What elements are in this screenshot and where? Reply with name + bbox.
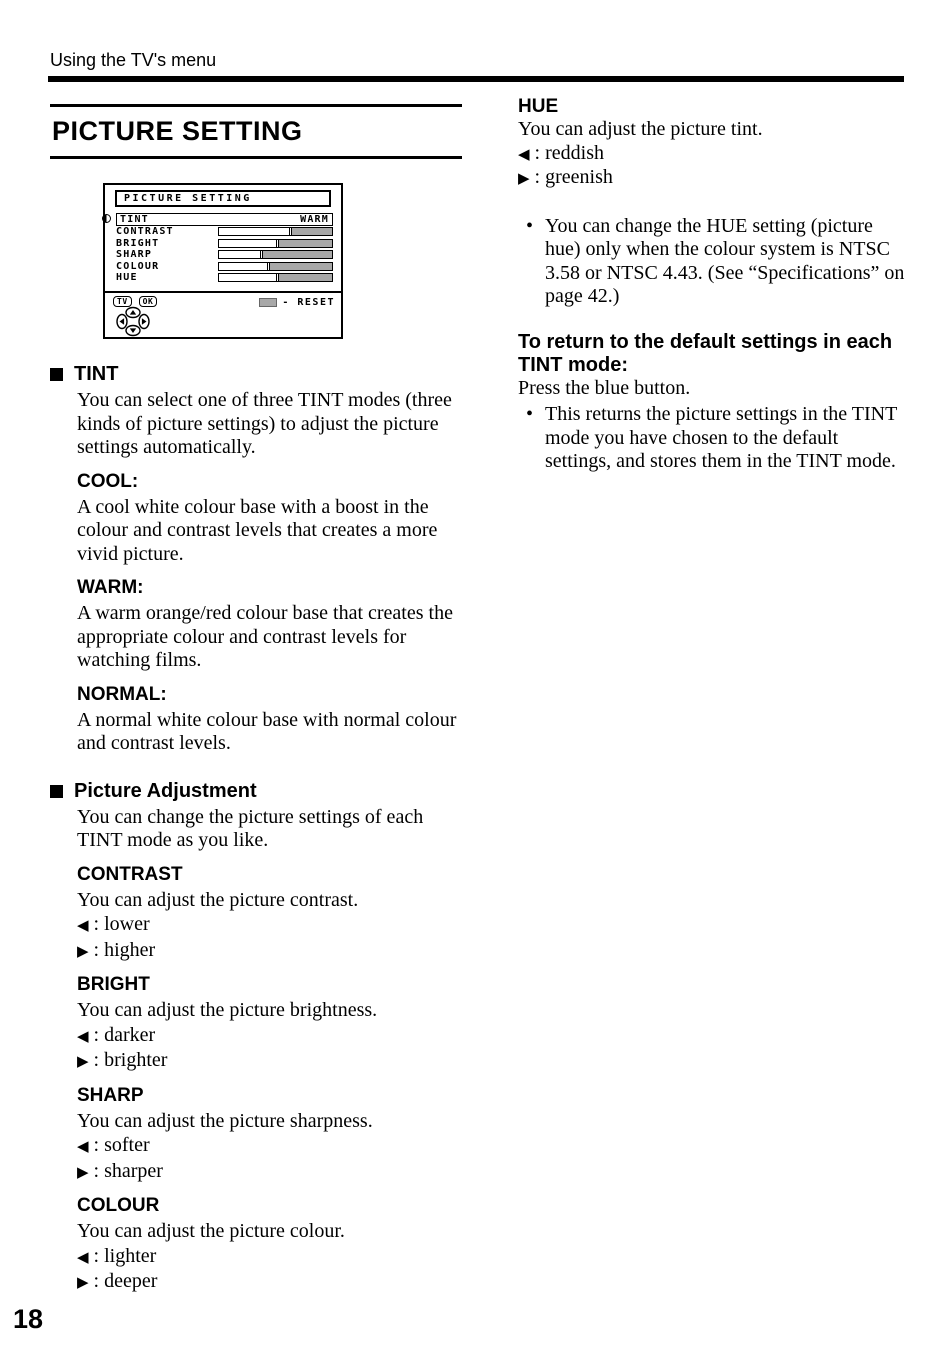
menu-row-contrast: [116, 226, 333, 238]
hue-inc: [518, 166, 908, 191]
tint-section: [50, 363, 462, 756]
warm-desc: A warm orange/red colour base that creates the appropriate colour and contrast levels for watching films.: [77, 602, 453, 671]
reset-note: [518, 403, 908, 474]
slider-marker: [276, 274, 279, 281]
slider-fill: [219, 228, 291, 235]
slider-marker: [267, 263, 270, 270]
bright-heading: BRIGHT: [77, 974, 150, 995]
slider-fill: [219, 251, 262, 258]
bright-dec-label: : darker: [93, 1023, 156, 1046]
picture-adjustment-section: [50, 780, 462, 1295]
normal-desc: A normal white colour base with normal colour and contrast levels.: [77, 708, 457, 754]
sharp-dec: [77, 1134, 462, 1159]
reset-heading: To return to the default settings in each TINT mode:: [518, 330, 893, 376]
bright-inc: [77, 1049, 462, 1074]
left-arrow-icon: ◀: [77, 916, 89, 934]
slider-label: CONTRAST: [116, 226, 174, 238]
slider-marker: [260, 251, 263, 258]
hue-dec-label: : reddish: [534, 141, 604, 164]
tv-button-icon: TV: [113, 296, 132, 307]
colour-inc-label: : deeper: [93, 1270, 158, 1292]
contrast-dec: [77, 913, 462, 938]
sharp-desc: You can adjust the picture sharpness.: [77, 1109, 373, 1132]
slider-marker: [276, 240, 279, 247]
tint-label: TINT: [120, 214, 149, 225]
bright-slider: [218, 239, 333, 248]
hue-dec: [518, 142, 908, 167]
sharp-dec-label: : softer: [93, 1134, 150, 1156]
menu-row-colour: [116, 261, 333, 273]
colour-dec: [77, 1245, 462, 1270]
bullet-icon: •: [526, 214, 534, 237]
cool-desc: A cool white colour base with a boost in the colour and contrast levels that creates a more vivid picture.: [77, 495, 438, 565]
tint-value: WARM: [300, 214, 329, 225]
slider-marker: [289, 228, 292, 235]
menu-row-tint: [116, 213, 333, 226]
tint-heading-label: TINT: [74, 363, 119, 385]
colour-inc: [77, 1270, 462, 1295]
hue-note: [518, 215, 908, 309]
tint-heading: [50, 363, 462, 386]
running-header: Using the TV's menu: [50, 50, 217, 70]
reset-hint: [259, 297, 335, 308]
tv-menu-illustration: [103, 183, 343, 339]
menu-row-sharp: [116, 249, 333, 261]
header-rule: [48, 76, 904, 82]
right-column: [518, 96, 908, 474]
dpad-icon: [115, 306, 159, 337]
contrast-slider: [218, 227, 333, 236]
sharp-inc: [77, 1160, 462, 1185]
picture-adjustment-heading: [50, 780, 462, 803]
bright-inc-label: : brighter: [93, 1049, 168, 1071]
tint-intro: You can select one of three TINT modes (three kinds of picture settings) to adjust the picture settings automatically.: [77, 389, 452, 458]
bullet-icon: •: [526, 403, 534, 425]
colour-slider: [218, 262, 333, 271]
menu-bottom-bar: [113, 296, 335, 337]
left-arrow-icon: ◀: [77, 1247, 89, 1266]
slider-label: SHARP: [116, 249, 153, 261]
left-arrow-icon: ◀: [77, 1026, 89, 1045]
warm-heading: WARM:: [77, 577, 144, 598]
hue-heading: HUE: [518, 96, 559, 117]
left-arrow-icon: ◀: [518, 144, 530, 163]
contrast-inc: [77, 939, 462, 964]
cool-heading: COOL:: [77, 470, 139, 492]
hue-note-text: You can change the HUE setting (picture hue) only when the colour system is NTSC 3.58 or NTSC 4.43. (See “Specifications” on page 42.): [545, 214, 905, 307]
slider-fill: [219, 263, 269, 270]
menu-title: PICTURE SETTING: [115, 190, 331, 207]
slider-label: COLOUR: [116, 260, 160, 272]
section-square-icon: [50, 368, 63, 381]
slider-fill: [219, 240, 278, 247]
hue-desc: You can adjust the picture tint.: [518, 118, 763, 140]
reset-note-text: This returns the picture settings in the TINT mode you have chosen to the default settings, and stores them in the TINT mode.: [545, 403, 897, 472]
sharp-inc-label: : sharper: [93, 1159, 163, 1182]
sharp-heading: SHARP: [77, 1084, 144, 1106]
right-arrow-icon: ▶: [77, 1162, 89, 1181]
contrast-desc: You can adjust the picture contrast.: [77, 888, 359, 911]
page-number: 18: [13, 1304, 44, 1334]
left-column: [50, 104, 462, 1295]
hue-inc-label: : greenish: [534, 166, 613, 188]
cursor-icon: [102, 214, 111, 223]
right-arrow-icon: ▶: [518, 169, 530, 187]
slider-label: BRIGHT: [116, 237, 160, 249]
picture-adjustment-intro: You can change the picture settings of each TINT mode as you like.: [77, 805, 424, 851]
reset-action: Press the blue button.: [518, 376, 691, 399]
colour-heading: COLOUR: [77, 1195, 160, 1216]
slider-fill: [219, 274, 278, 281]
menu-row-bright: [116, 238, 333, 250]
menu-rows: [116, 213, 333, 284]
blue-button-swatch: [259, 298, 277, 307]
menu-separator: [105, 291, 341, 293]
normal-heading: NORMAL:: [77, 683, 167, 705]
page-title: PICTURE SETTING: [50, 104, 462, 159]
ok-button-icon: OK: [139, 296, 158, 307]
section-square-icon: [50, 785, 63, 798]
contrast-dec-label: : lower: [93, 913, 150, 935]
bright-dec: [77, 1024, 462, 1049]
right-arrow-icon: ▶: [77, 1273, 89, 1291]
picture-adjustment-heading-label: Picture Adjustment: [74, 779, 257, 802]
colour-dec-label: : lighter: [93, 1244, 157, 1267]
right-arrow-icon: ▶: [77, 1052, 89, 1070]
hue-slider: [218, 273, 333, 282]
slider-label: HUE: [116, 272, 138, 284]
left-arrow-icon: ◀: [77, 1137, 89, 1155]
reset-label: - RESET: [282, 297, 335, 308]
contrast-heading: CONTRAST: [77, 863, 183, 885]
colour-desc: You can adjust the picture colour.: [77, 1220, 345, 1242]
menu-row-hue: [116, 272, 333, 284]
sharp-slider: [218, 250, 333, 259]
contrast-inc-label: : higher: [93, 938, 156, 961]
right-arrow-icon: ▶: [77, 941, 89, 960]
bright-desc: You can adjust the picture brightness.: [77, 999, 378, 1021]
